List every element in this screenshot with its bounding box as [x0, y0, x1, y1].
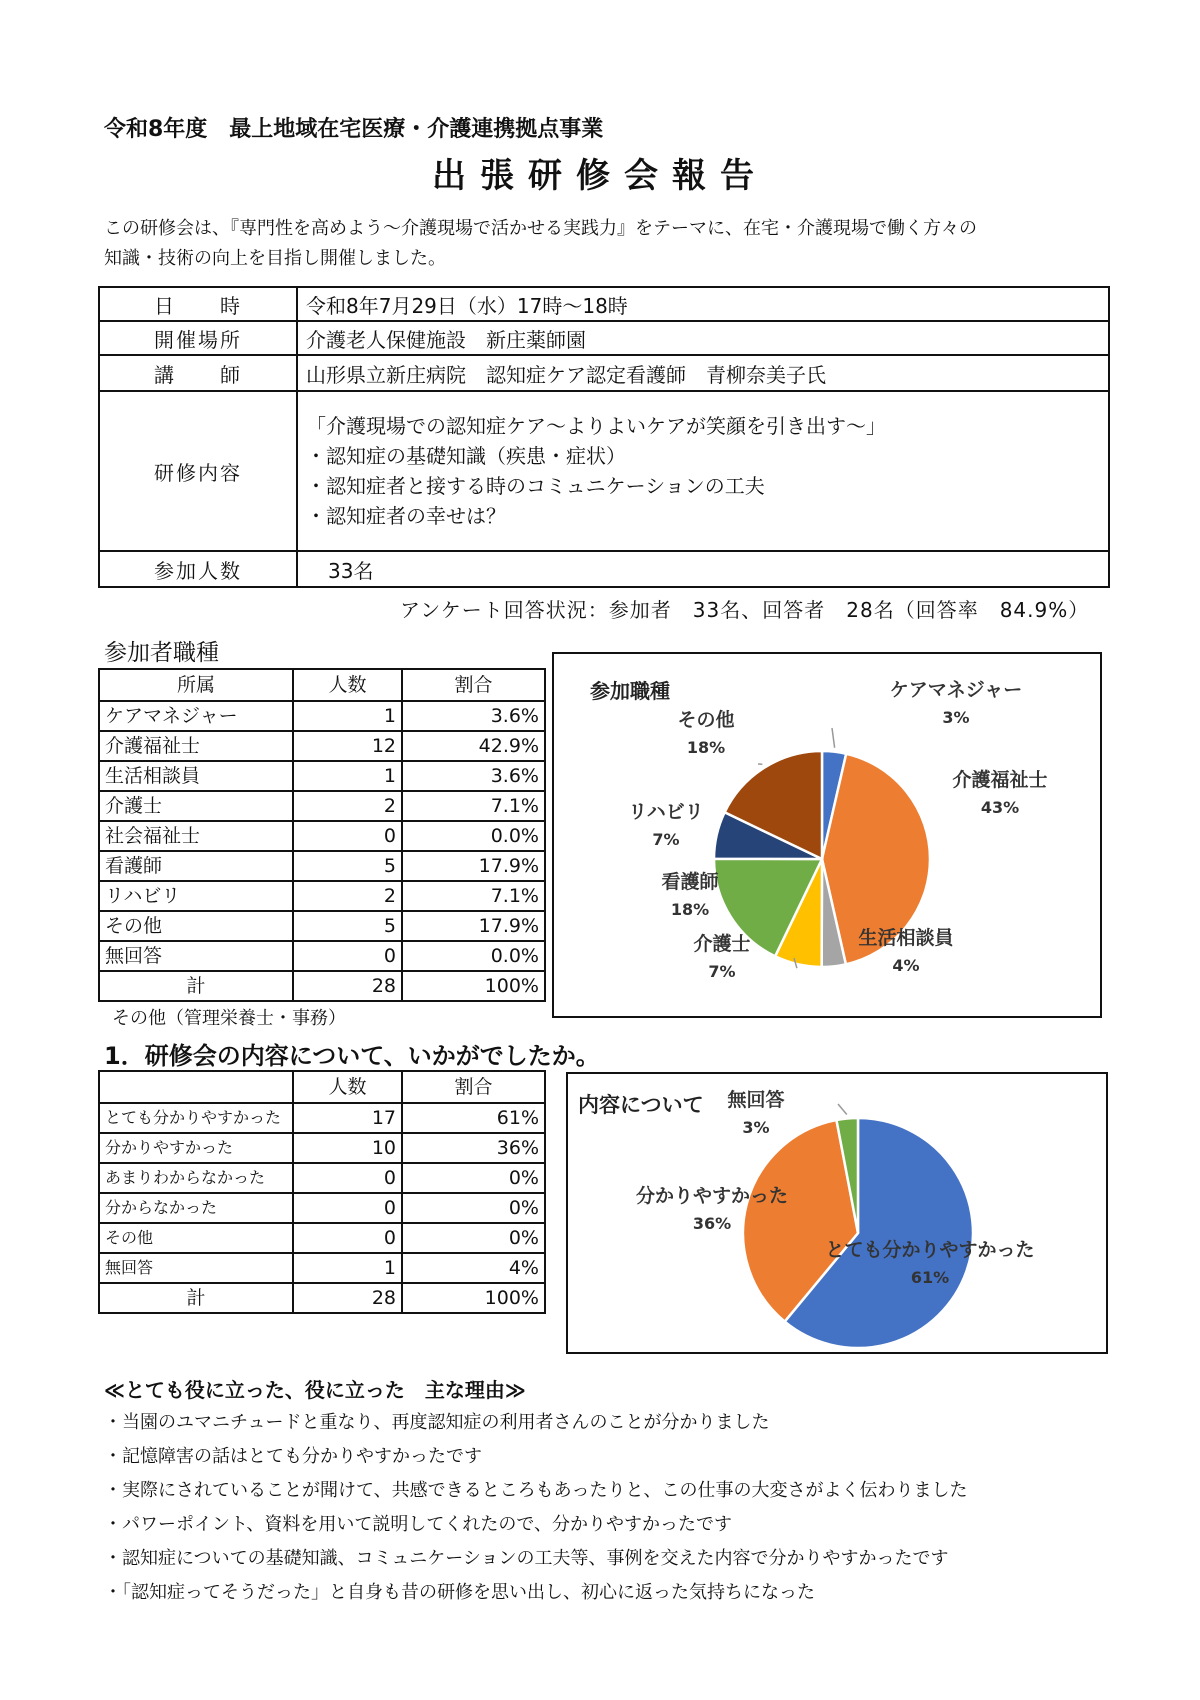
row-count: 10: [293, 1133, 402, 1163]
lecturer-value: 山形県立新庄病院 認知症ケア認定看護師 青柳奈美子氏: [297, 355, 1109, 391]
reasons-title: ≪とても役に立った、役に立った 主な理由≫: [104, 1378, 526, 1402]
total-row: [99, 1283, 545, 1313]
row-count: 1: [293, 761, 402, 791]
row-pct: 36%: [402, 1133, 545, 1163]
pie-data-label: 3%: [742, 1118, 770, 1137]
occupation-note: その他（管理栄養士・事務）: [112, 1008, 346, 1029]
row-label: とても分かりやすかった: [99, 1103, 293, 1133]
row-pct: 0%: [402, 1223, 545, 1253]
reason-item: ・認知症についての基礎知識、コミュニケーションの工夫等、事例を交えた内容で分かりやすかったです: [104, 1548, 949, 1569]
row-count: 5: [293, 851, 402, 881]
pie-data-label: 36%: [692, 1214, 732, 1233]
row-pct: 4%: [402, 1253, 545, 1283]
leader-line: [838, 1104, 847, 1115]
pie-category-label: リハビリ: [628, 801, 704, 823]
table-row: [99, 881, 545, 911]
venue-label: 開催場所: [99, 321, 297, 355]
pie-category-label: 看護師: [661, 871, 719, 893]
chart-title: 内容について: [578, 1093, 704, 1117]
table-row: [99, 911, 545, 941]
row-pct: 3.6%: [402, 701, 545, 731]
date-label: 日 時: [99, 287, 297, 321]
pie-data-label: 4%: [892, 956, 920, 975]
satisfaction-chart: [566, 1072, 1108, 1354]
table-row: [99, 791, 545, 821]
pie-category-label: とても分かりやすかった: [825, 1239, 1035, 1261]
pie-category-label: ケアマネジャー: [889, 679, 1023, 701]
reason-item: ・記憶障害の話はとても分かりやすかったです: [104, 1446, 482, 1467]
row-count: 2: [293, 881, 402, 911]
row-label: 介護福祉士: [99, 731, 293, 761]
pie-category-label: 介護士: [693, 933, 751, 955]
total-label: 計: [99, 971, 293, 1001]
reason-item: ・パワーポイント、資料を用いて説明してくれたので、分かりやすかったです: [104, 1514, 733, 1535]
row-pct: 7.1%: [402, 791, 545, 821]
row-count: 0: [293, 1193, 402, 1223]
table-row: [99, 1133, 545, 1163]
row-pct: 17.9%: [402, 851, 545, 881]
row-count: 2: [293, 791, 402, 821]
table-row: [99, 701, 545, 731]
total-row: [99, 971, 545, 1001]
row-pct: 0%: [402, 1193, 545, 1223]
row-count: 5: [293, 911, 402, 941]
row-count: 0: [293, 821, 402, 851]
occupation-pie-svg: [554, 654, 1100, 1016]
col-header: 割合: [402, 1071, 545, 1103]
row-label: 分からなかった: [99, 1193, 293, 1223]
pie-data-label: 3%: [942, 708, 970, 727]
row-label: その他: [99, 1223, 293, 1253]
table-row: [99, 761, 545, 791]
col-header: 人数: [293, 1071, 402, 1103]
row-label: 生活相談員: [99, 761, 293, 791]
event-info-table: [98, 286, 1110, 588]
reasons-list: [104, 1406, 967, 1610]
row-label: リハビリ: [99, 881, 293, 911]
participants-value: 33名: [297, 551, 1109, 587]
satisfaction-table: [98, 1070, 546, 1314]
chart-title: 参加職種: [590, 679, 670, 703]
occupation-section-title: 参加者職種: [104, 640, 219, 666]
table-row: [99, 941, 545, 971]
row-label: 社会福祉士: [99, 821, 293, 851]
lecturer-label: 講 師: [99, 355, 297, 391]
row-count: 1: [293, 701, 402, 731]
satisfaction-pie-svg: [568, 1074, 1106, 1352]
total-pct: 100%: [402, 971, 545, 1001]
table-row: [99, 1193, 545, 1223]
row-pct: 0.0%: [402, 821, 545, 851]
row-count: 0: [293, 941, 402, 971]
pie-data-label: 7%: [652, 830, 680, 849]
table-row: [99, 1163, 545, 1193]
reason-item: ・実際にされていることが聞けて、共感できるところもあったりと、この仕事の大変さがよく伝わりました: [104, 1480, 968, 1501]
table-row: [99, 851, 545, 881]
pie-data-label: 61%: [910, 1268, 950, 1287]
row-label: 看護師: [99, 851, 293, 881]
leader-line: [832, 728, 835, 748]
row-pct: 3.6%: [402, 761, 545, 791]
intro-line-1: この研修会は、『専門性を高めよう～介護現場で活かせる実践力』をテーマに、在宅・介護現場で働く方々の: [104, 218, 977, 239]
total-label: 計: [99, 1283, 293, 1313]
row-count: 1: [293, 1253, 402, 1283]
reason-item: ・「認知症ってそうだった」と自身も昔の研修を思い出し、初心に返った気持ちになった: [104, 1582, 815, 1603]
row-label: 無回答: [99, 1253, 293, 1283]
table-row: [99, 1253, 545, 1283]
row-label: ケアマネジャー: [99, 701, 293, 731]
row-pct: 17.9%: [402, 911, 545, 941]
pie-category-label: 介護福祉士: [952, 769, 1048, 791]
pie-data-label: 18%: [686, 738, 726, 757]
pie-category-label: 分かりやすかった: [635, 1185, 789, 1207]
content-item: ・認知症者の幸せは？: [306, 504, 506, 528]
content-item: ・認知症の基礎知識（疾患・症状）: [306, 444, 626, 468]
occupation-chart: [552, 652, 1102, 1018]
pie-category-label: 無回答: [727, 1089, 785, 1111]
table-row: [99, 1103, 545, 1133]
row-label: あまりわからなかった: [99, 1163, 293, 1193]
satisfaction-section-title: 1．研修会の内容について、いかがでしたか。: [104, 1042, 600, 1070]
report-subtitle: 令和8年度 最上地域在宅医療・介護連携拠点事業: [104, 117, 604, 142]
occupation-table: [98, 668, 546, 1002]
total-count: 28: [293, 971, 402, 1001]
row-count: 12: [293, 731, 402, 761]
table-row: [99, 821, 545, 851]
intro-line-2: 知識・技術の向上を目指し開催しました。: [104, 248, 446, 269]
content-item: 「介護現場での認知症ケア～よりよいケアが笑顔を引き出す～」: [306, 414, 886, 438]
total-count: 28: [293, 1283, 402, 1313]
report-title: 出張研修会報告: [432, 156, 768, 196]
pie-category-label: その他: [677, 709, 735, 731]
content-item: ・認知症者と接する時のコミュニケーションの工夫: [306, 474, 765, 498]
participants-label: 参加人数: [99, 551, 297, 587]
row-pct: 7.1%: [402, 881, 545, 911]
content-label: 研修内容: [99, 391, 297, 551]
row-label: その他: [99, 911, 293, 941]
row-label: 無回答: [99, 941, 293, 971]
total-pct: 100%: [402, 1283, 545, 1313]
row-count: 17: [293, 1103, 402, 1133]
row-pct: 61%: [402, 1103, 545, 1133]
table-row: [99, 731, 545, 761]
row-pct: 0%: [402, 1163, 545, 1193]
intro-text: [104, 214, 1104, 274]
date-value: 令和8年7月29日（水）17時～18時: [297, 287, 1109, 321]
reason-item: ・当園のユマニチュードと重なり、再度認知症の利用者さんのことが分かりました: [104, 1412, 770, 1433]
row-pct: 0.0%: [402, 941, 545, 971]
col-header: 人数: [293, 669, 402, 701]
pie-data-label: 43%: [980, 798, 1020, 817]
row-label: 介護士: [99, 791, 293, 821]
venue-value: 介護老人保健施設 新庄薬師園: [297, 321, 1109, 355]
row-count: 0: [293, 1163, 402, 1193]
col-header: 所属: [99, 669, 293, 701]
table-row: [99, 1223, 545, 1253]
pie-data-label: 18%: [670, 900, 710, 919]
pie-data-label: 7%: [708, 962, 736, 981]
row-pct: 42.9%: [402, 731, 545, 761]
col-header: [99, 1071, 293, 1103]
content-list: [297, 391, 1109, 551]
row-count: 0: [293, 1223, 402, 1253]
response-status: アンケート回答状況：参加者 33名、回答者 28名（回答率 84.9%）: [400, 598, 1090, 622]
row-label: 分かりやすかった: [99, 1133, 293, 1163]
pie-category-label: 生活相談員: [858, 927, 954, 949]
col-header: 割合: [402, 669, 545, 701]
